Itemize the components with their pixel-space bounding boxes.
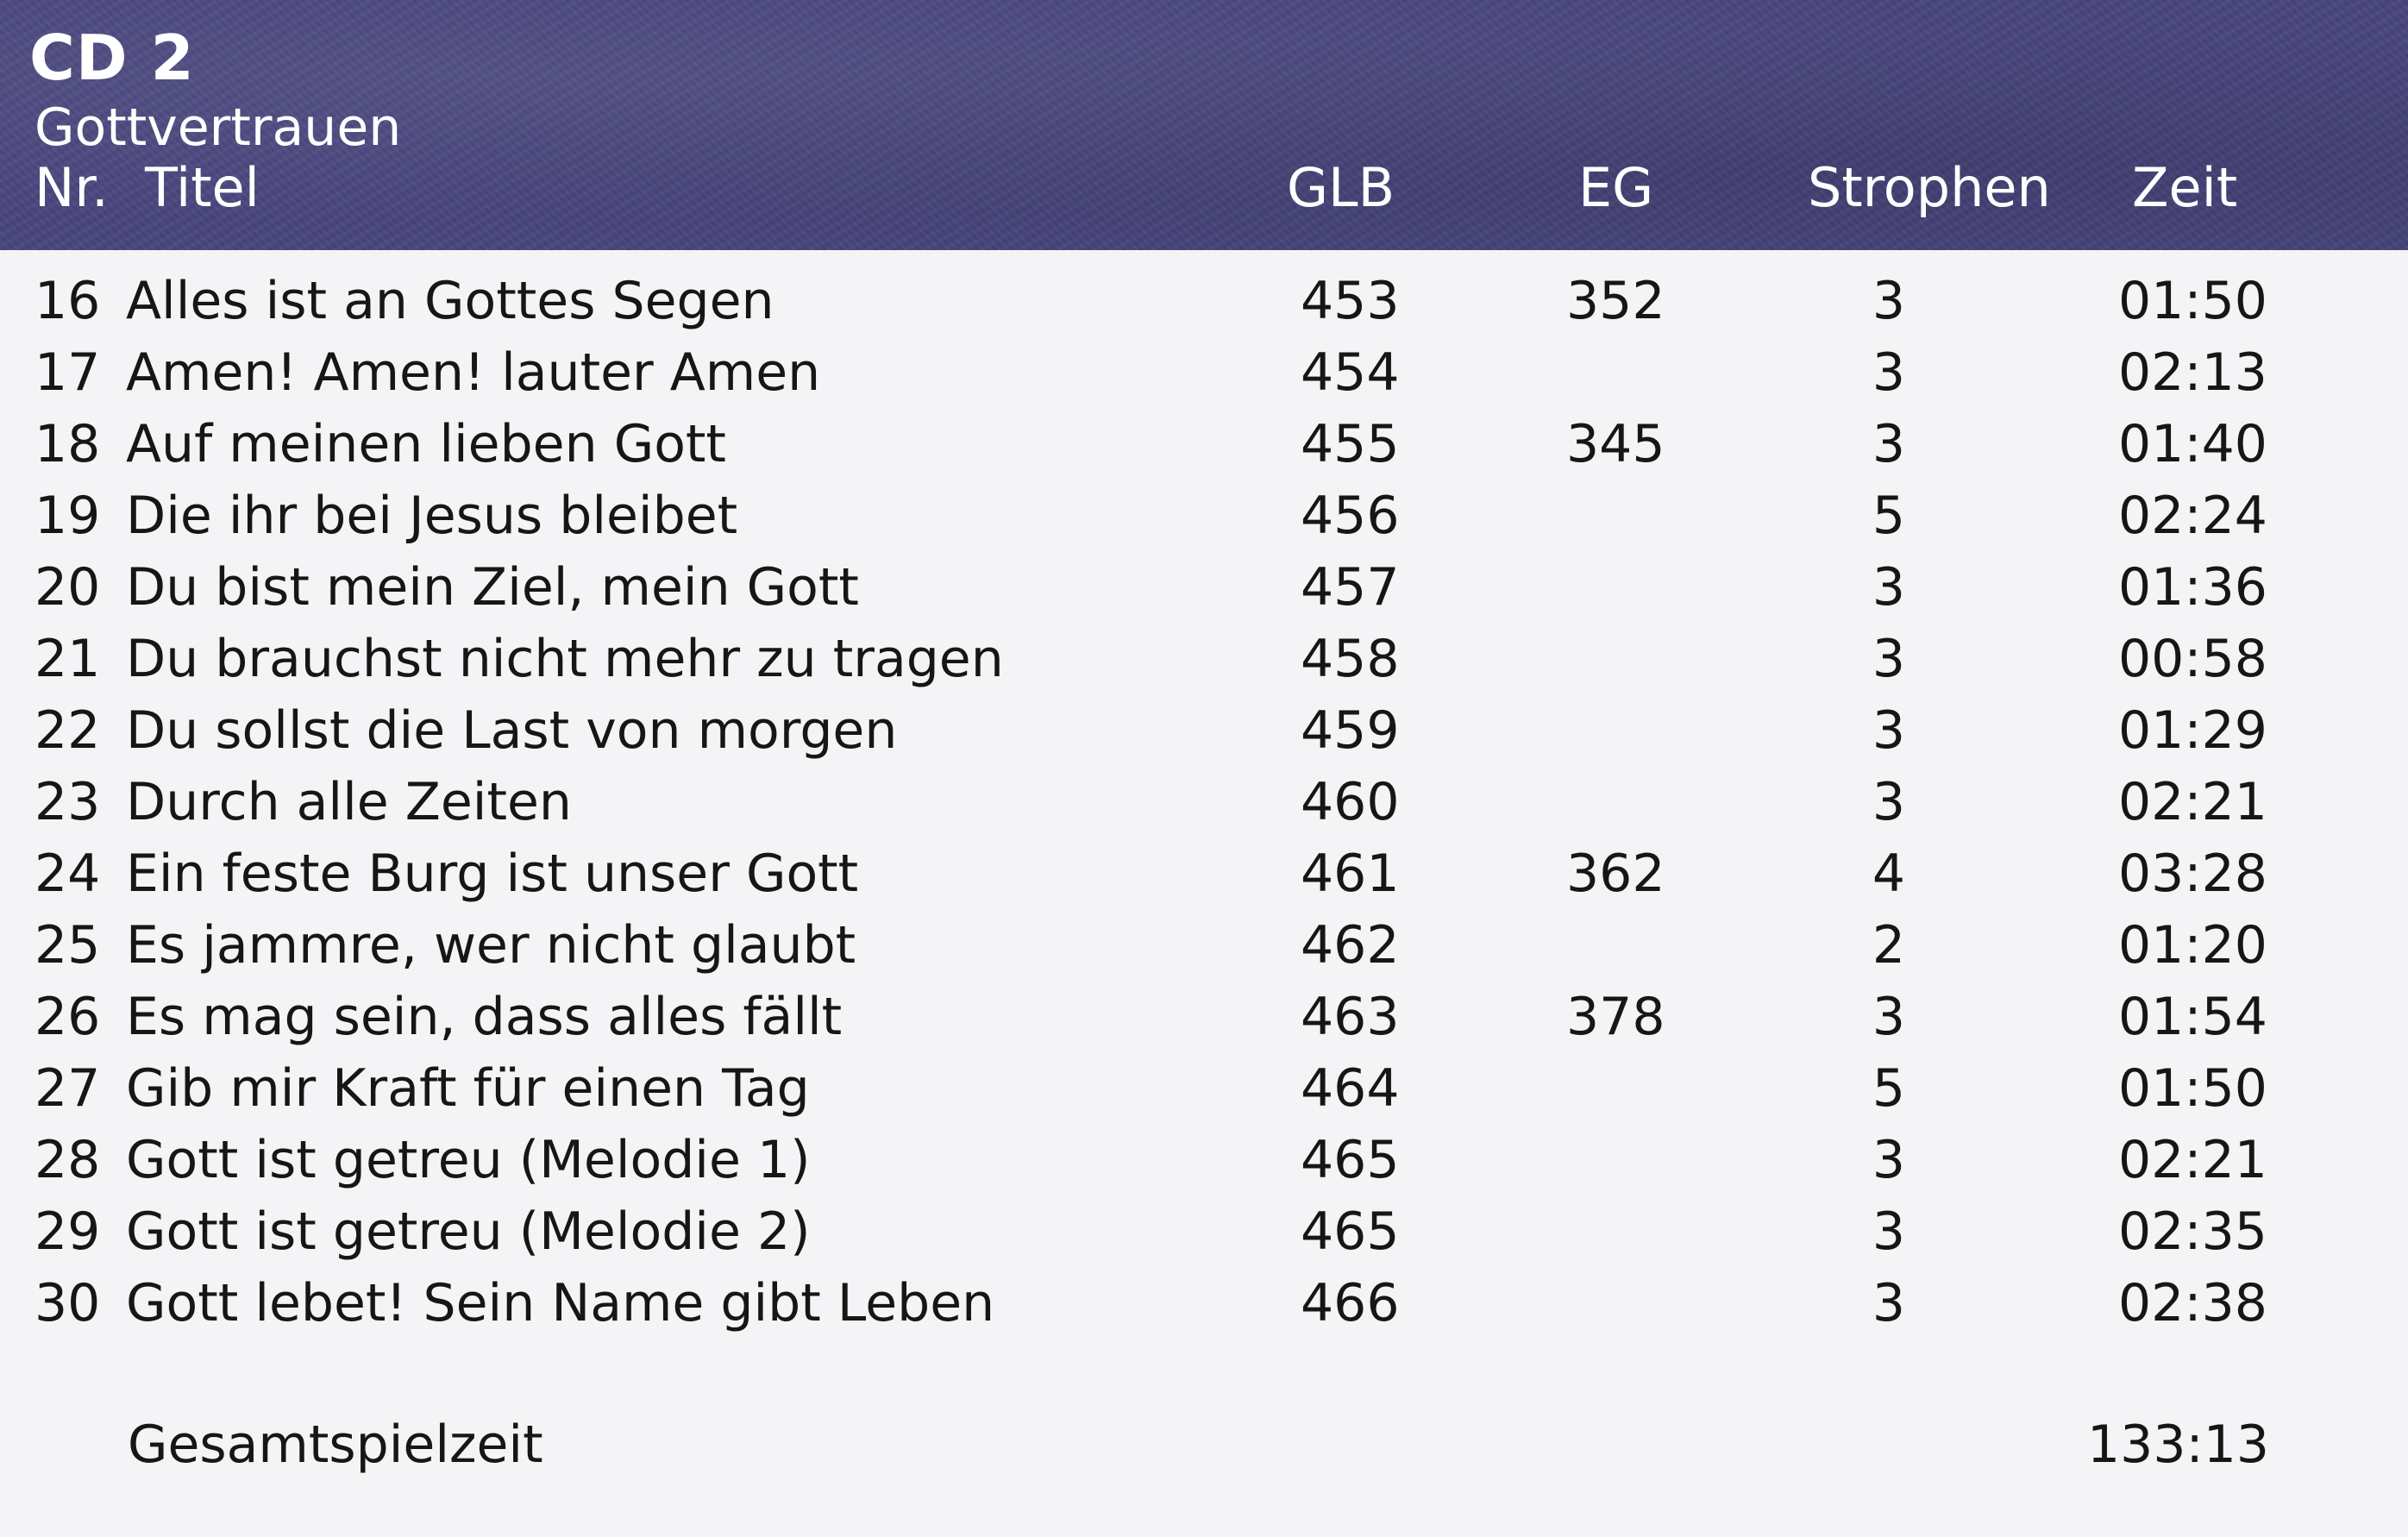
track-eg: 378 [1566,987,1665,1047]
track-number: 21 [34,629,101,689]
track-time: 01:36 [2118,557,2267,618]
track-row [0,695,2408,767]
track-number: 23 [34,772,101,832]
track-strophen: 3 [1872,987,1906,1047]
column-header-strophen: Strophen [1808,156,2051,219]
track-time: 02:21 [2118,1130,2267,1190]
track-glb: 466 [1301,1273,1400,1333]
track-glb: 458 [1301,629,1400,689]
track-row [0,409,2408,480]
track-row [0,480,2408,552]
track-time: 01:50 [2118,271,2267,331]
track-title: Es jammre, wer nicht glaubt [126,915,856,976]
track-glb: 463 [1301,987,1400,1047]
track-strophen: 3 [1872,1130,1906,1190]
track-row [0,1125,2408,1196]
track-time: 02:21 [2118,772,2267,832]
column-header-glb: GLB [1287,156,1395,219]
track-number: 30 [34,1273,101,1333]
track-number: 27 [34,1058,101,1119]
track-number: 19 [34,486,101,546]
track-number: 29 [34,1201,101,1262]
track-glb: 462 [1301,915,1400,976]
track-title: Gott lebet! Sein Name gibt Leben [126,1273,995,1333]
track-number: 25 [34,915,101,976]
track-title: Du bist mein Ziel, mein Gott [126,557,859,618]
track-list [0,266,2408,1339]
track-row [0,1053,2408,1125]
track-title: Gott ist getreu (Melodie 2) [126,1201,811,1262]
track-number: 28 [34,1130,101,1190]
track-row [0,1268,2408,1339]
track-strophen: 3 [1872,342,1906,403]
track-glb: 453 [1301,271,1400,331]
track-row [0,624,2408,695]
track-strophen: 3 [1872,772,1906,832]
header-band [0,0,2408,250]
track-row [0,552,2408,624]
section-title: Gottvertrauen [34,97,402,158]
track-number: 24 [34,844,101,904]
total-time: 133:13 [2087,1415,2270,1475]
track-time: 01:29 [2118,700,2267,761]
track-title: Du brauchst nicht mehr zu tragen [126,629,1004,689]
track-number: 22 [34,700,101,761]
track-number: 18 [34,414,101,474]
track-glb: 465 [1301,1201,1400,1262]
track-row [0,982,2408,1053]
track-time: 01:20 [2118,915,2267,976]
track-glb: 457 [1301,557,1400,618]
track-strophen: 4 [1872,844,1906,904]
track-strophen: 3 [1872,629,1906,689]
track-strophen: 3 [1872,414,1906,474]
track-glb: 461 [1301,844,1400,904]
track-row [0,910,2408,982]
track-strophen: 2 [1872,915,1906,976]
track-time: 02:35 [2118,1201,2267,1262]
track-time: 03:28 [2118,844,2267,904]
track-eg: 352 [1566,271,1665,331]
track-title: Durch alle Zeiten [126,772,572,832]
track-strophen: 3 [1872,271,1906,331]
track-time: 02:24 [2118,486,2267,546]
column-header-nr: Nr. [34,156,109,219]
track-title: Alles ist an Gottes Segen [126,271,774,331]
track-glb: 459 [1301,700,1400,761]
track-strophen: 3 [1872,1201,1906,1262]
track-eg: 362 [1566,844,1665,904]
track-eg: 345 [1566,414,1665,474]
column-header-title: Titel [145,156,260,219]
track-number: 16 [34,271,101,331]
track-time: 01:50 [2118,1058,2267,1119]
track-row [0,838,2408,910]
track-glb: 465 [1301,1130,1400,1190]
track-time: 00:58 [2118,629,2267,689]
track-title: Gott ist getreu (Melodie 1) [126,1130,811,1190]
track-title: Es mag sein, dass alles fällt [126,987,843,1047]
track-title: Amen! Amen! lauter Amen [126,342,821,403]
track-title: Auf meinen lieben Gott [126,414,726,474]
track-row [0,337,2408,409]
track-number: 26 [34,987,101,1047]
track-number: 17 [34,342,101,403]
track-glb: 455 [1301,414,1400,474]
track-time: 02:38 [2118,1273,2267,1333]
track-strophen: 5 [1872,1058,1906,1119]
track-strophen: 3 [1872,1273,1906,1333]
track-row [0,1196,2408,1268]
track-title: Die ihr bei Jesus bleibet [126,486,738,546]
track-number: 20 [34,557,101,618]
track-glb: 460 [1301,772,1400,832]
column-header-eg: EG [1578,156,1654,219]
track-row [0,767,2408,838]
track-row [0,266,2408,337]
track-title: Du sollst die Last von morgen [126,700,898,761]
column-header-zeit: Zeit [2132,156,2238,219]
total-row [0,1406,2408,1484]
cd-title: CD 2 [29,22,195,94]
total-label: Gesamtspielzeit [128,1415,543,1475]
track-glb: 456 [1301,486,1400,546]
track-time: 02:13 [2118,342,2267,403]
track-strophen: 3 [1872,557,1906,618]
track-title: Ein feste Burg ist unser Gott [126,844,859,904]
track-time: 01:40 [2118,414,2267,474]
track-strophen: 5 [1872,486,1906,546]
track-time: 01:54 [2118,987,2267,1047]
track-glb: 454 [1301,342,1400,403]
track-strophen: 3 [1872,700,1906,761]
track-title: Gib mir Kraft für einen Tag [126,1058,810,1119]
track-glb: 464 [1301,1058,1400,1119]
